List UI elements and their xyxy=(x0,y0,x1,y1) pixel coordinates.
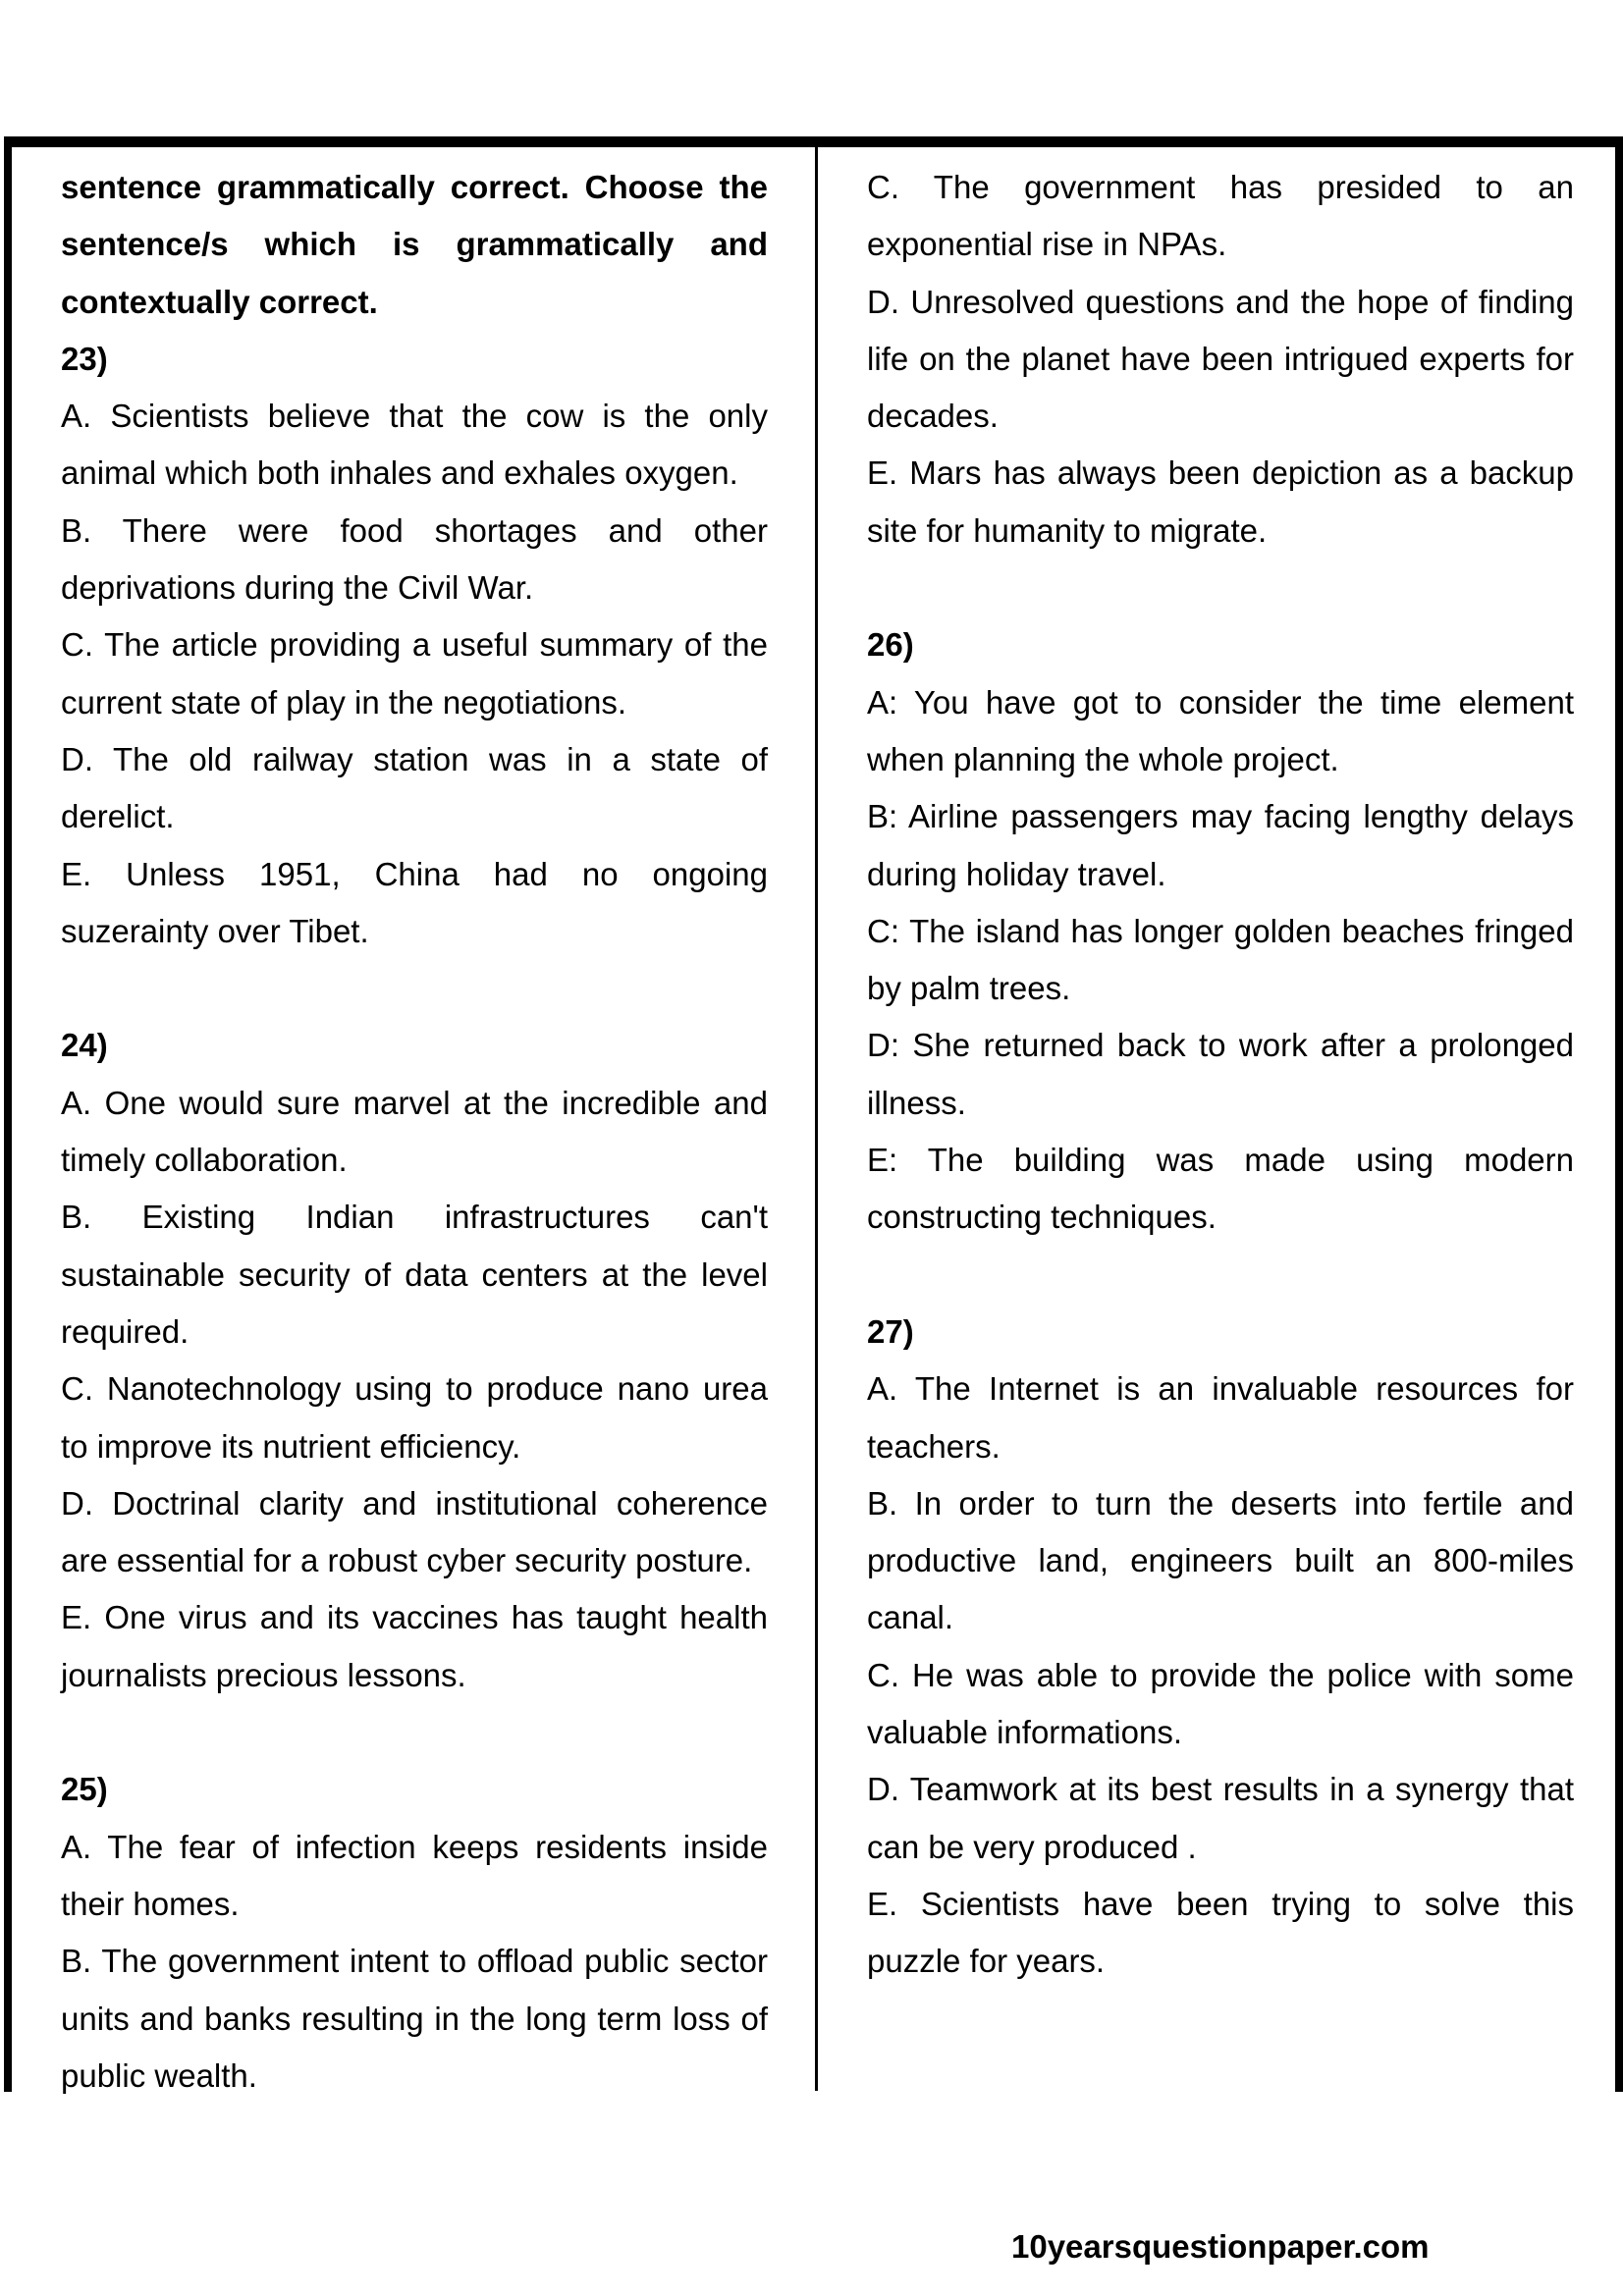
option-26-d: D: She returned back to work after a prolonged illness. xyxy=(867,1027,1574,1121)
option-26-c: C: The island has longer golden beaches fringed by palm trees. xyxy=(867,912,1574,1007)
option-24-a: A. One would sure marvel at the incredible and timely collaboration. xyxy=(61,1084,768,1179)
question-number-23: 23) xyxy=(61,340,108,377)
instruction-text: sentence grammatically correct. Choose the sentence/s which is grammatically and contextually correct. xyxy=(61,169,768,320)
spacer xyxy=(61,1704,768,1761)
option-23-d: D. The old railway station was in a state of derelict. xyxy=(61,740,768,835)
option-25-d: D. Unresolved questions and the hope of finding life on the planet have been intrigued experts for decades. xyxy=(867,283,1574,435)
option-27-b: B. In order to turn the deserts into fertile and productive land, engineers built an 800-miles canal. xyxy=(867,1484,1574,1636)
option-24-e: E. One virus and its vaccines has taught health journalists precious lessons. xyxy=(61,1599,768,1693)
option-26-a: A: You have got to consider the time element when planning the whole project. xyxy=(867,683,1574,777)
left-border-rule xyxy=(4,136,12,2092)
footer-website: 10yearsquestionpaper.com xyxy=(1011,2228,1430,2265)
option-26-b: B: Airline passengers may facing lengthy delays during holiday travel. xyxy=(867,798,1574,892)
option-23-e: E. Unless 1951, China had no ongoing suzerainty over Tibet. xyxy=(61,855,768,949)
option-24-c: C. Nanotechnology using to produce nano urea to improve its nutrient efficiency. xyxy=(61,1370,768,1465)
question-number-27: 27) xyxy=(867,1312,914,1350)
option-25-b: B. The government intent to offload public sector units and banks resulting in the long term loss of public wealth. xyxy=(61,1943,768,2094)
question-number-25: 25) xyxy=(61,1771,108,1808)
option-26-e: E: The building was made using modern constructing techniques. xyxy=(867,1142,1574,1236)
option-25-e: E. Mars has always been depiction as a backup site for humanity to migrate. xyxy=(867,454,1574,549)
spacer xyxy=(61,960,768,1017)
right-column xyxy=(867,159,1574,1991)
option-27-e: E. Scientists have been trying to solve this puzzle for years. xyxy=(867,1885,1574,1980)
option-25-c: C. The government has presided to an exponential rise in NPAs. xyxy=(867,169,1574,263)
option-23-a: A. Scientists believe that the cow is the only animal which both inhales and exhales oxygen. xyxy=(61,398,768,492)
option-27-d: D. Teamwork at its best results in a synergy that can be very produced . xyxy=(867,1771,1574,1865)
question-number-24: 24) xyxy=(61,1027,108,1064)
option-23-b: B. There were food shortages and other deprivations during the Civil War. xyxy=(61,511,768,607)
left-column xyxy=(61,159,768,2105)
option-25-a: A. The fear of infection keeps residents inside their homes. xyxy=(61,1828,768,1922)
option-24-d: D. Doctrinal clarity and institutional coherence are essential for a robust cyber security posture. xyxy=(61,1484,768,1579)
right-border-rule xyxy=(1615,136,1623,2092)
top-border-rule xyxy=(6,136,1623,147)
option-27-c: C. He was able to provide the police with some valuable informations. xyxy=(867,1656,1574,1751)
spacer xyxy=(867,560,1574,616)
question-number-26: 26) xyxy=(867,626,914,664)
spacer xyxy=(867,1247,1574,1304)
option-27-a: A. The Internet is an invaluable resources for teachers. xyxy=(867,1370,1574,1465)
option-23-c: C. The article providing a useful summary of the current state of play in the negotiations. xyxy=(61,626,768,721)
column-divider xyxy=(815,147,818,2091)
option-24-b: B. Existing Indian infrastructures can't sustainable security of data centers at the level required. xyxy=(61,1199,768,1350)
